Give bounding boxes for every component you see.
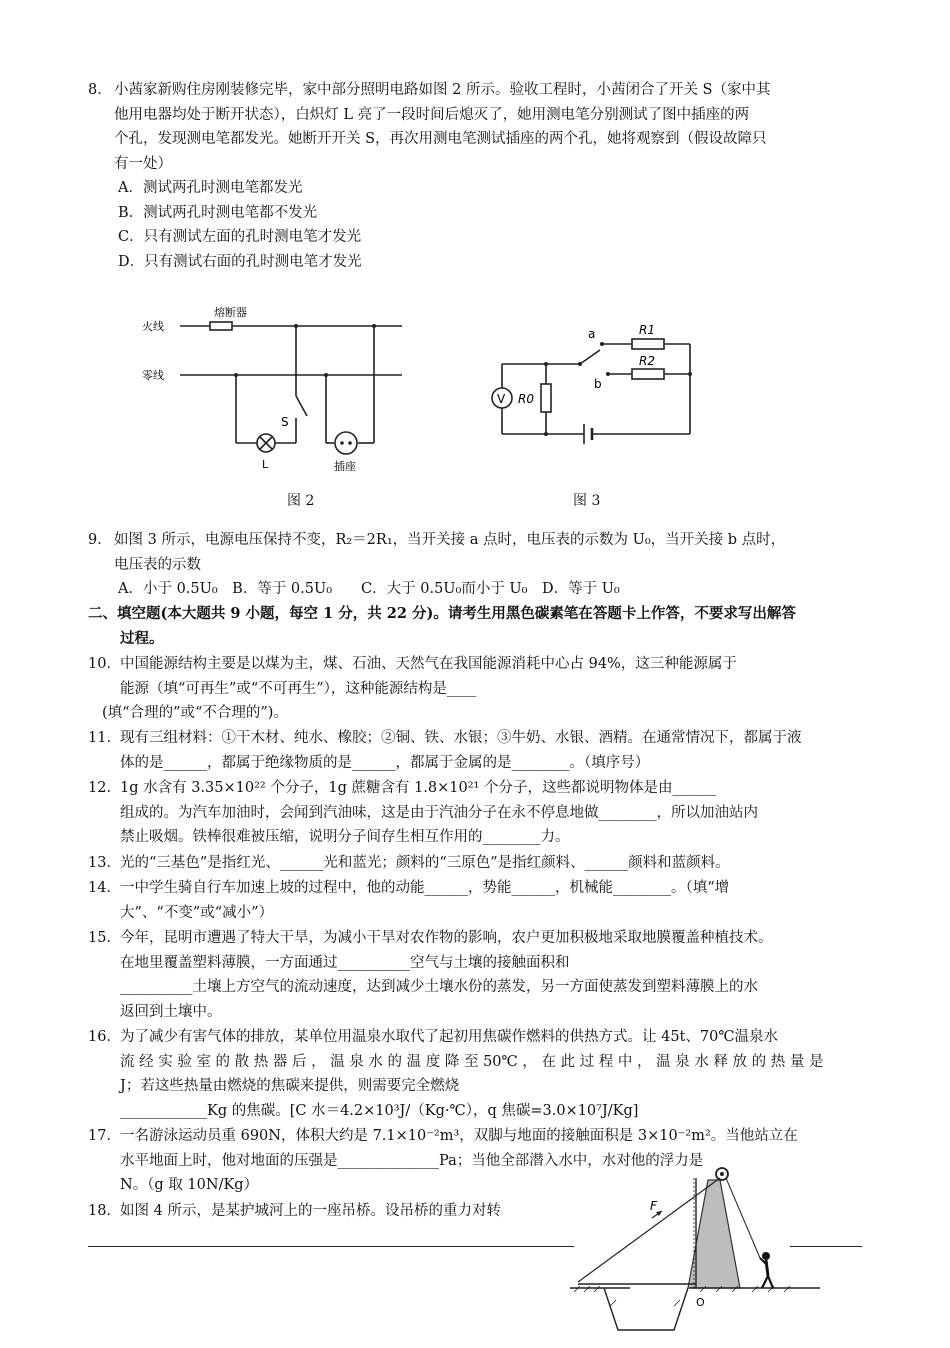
r2-label: R2 (639, 354, 655, 368)
question-number: 15． (88, 930, 121, 946)
question-number: 17． (88, 1128, 121, 1144)
question-text-line: 电压表的示数 (114, 556, 201, 573)
question-text-line: 为了减少有害气体的排放，某单位用温泉水取代了起初用焦碳作燃料的供热方式。让 45t、70℃温泉水 (120, 1029, 779, 1045)
question-text-line: 体的是______，都属于绝缘物质的是______，都属于金属的是________。（填序号） (120, 754, 650, 771)
point-a-label: a (588, 327, 596, 341)
pivot-label: O (696, 1296, 705, 1309)
question-9 (88, 528, 868, 602)
neutral-wire-label: 零线 (142, 369, 164, 382)
question-text-line: 返回到土壤中。 (120, 1003, 222, 1020)
question-text-line: 在地里覆盖塑料薄膜，一方面通过__________空气与土壤的接触面积和 (120, 954, 570, 971)
question-10 (88, 652, 868, 726)
lamp-label: L (262, 458, 269, 471)
question-text-line: 流 经 实 验 室 的 散 热 器 后 ， 温 泉 水 的 温 度 降 至 50℃ ， 在 此 过 程 中 ， 温 泉 水 释 放 的 热 量 是 (120, 1053, 824, 1070)
question-text-line: 如图 3 所示，电源电压保持不变，R₂＝2R₁，当开关接 a 点时，电压表的示数为 U₀，当开关接 b 点时， (114, 532, 786, 548)
option-a: A．测试两孔时测电笔都发光 (118, 180, 303, 196)
question-number: 12． (88, 780, 121, 796)
figure-2-circuit (130, 298, 410, 478)
switch-blade (296, 396, 307, 416)
figure-4-drawbridge (570, 1160, 820, 1344)
figure-3-circuit (480, 316, 700, 450)
section-2-heading (88, 602, 868, 651)
r0-label: R0 (518, 392, 534, 406)
question-number: 16． (88, 1029, 121, 1045)
question-text-line: 小茜家新购住房刚装修完毕，家中部分照明电路如图 2 所示。验收工程时，小茜闭合了开关 S（家中其 (114, 82, 771, 98)
figure-2-caption: 图 2 (287, 493, 315, 509)
question-text-line: 他用电器均处于断开状态），白炽灯 L 亮了一段时间后熄灭了，她用测电笔分别测试了图中插座的两 (114, 106, 750, 123)
question-16 (88, 1025, 868, 1123)
question-text-line: 组成的。为汽车加油时，会闻到汽油味，这是由于汽油分子在永不停息地做________，所以加油站内 (120, 804, 758, 821)
question-text-line: 水平地面上时，他对地面的压强是______________Pa；当他全部潜入水中，水对他的浮力是 (120, 1152, 704, 1169)
question-number: 10． (88, 656, 121, 672)
switch-blade (580, 350, 600, 364)
force-label: F (650, 1199, 657, 1213)
r2-symbol (632, 369, 664, 379)
question-11 (88, 726, 868, 775)
question-text-line: 今年，昆明市遭遇了特大干旱，为减小干旱对农作物的影响，农户更加积极地采取地膜覆盖种植技术。 (120, 930, 773, 946)
option-c: C．只有测试左面的孔时测电笔才发光 (118, 229, 362, 245)
fuse-label: 熔断器 (214, 306, 247, 319)
question-text-line: ____________Kg 的焦碳。[C 水＝4.2×10³J/（Kg·℃），q 焦碳=3.0×10⁷J/Kg] (120, 1102, 639, 1119)
man-head (762, 1252, 770, 1260)
point-b-label: b (594, 377, 602, 391)
r1-label: R1 (639, 323, 655, 337)
question-number: 18． (88, 1203, 121, 1219)
question-text-line: 有一处） (114, 155, 172, 172)
question-text-line: 大”、“不变”或“减小”） (120, 904, 274, 921)
question-text-line: N。（g 取 10N/Kg） (120, 1177, 259, 1193)
question-number: 9． (88, 532, 112, 548)
fuse-symbol (210, 322, 232, 330)
figure-3-caption: 图 3 (573, 493, 601, 509)
option-b: B．测试两孔时测电笔都不发光 (118, 204, 318, 221)
question-number: 11． (88, 730, 121, 746)
question-text-line: __________土壤上方空气的流动速度，达到减少土壤水份的蒸发，另一方面使蒸发到塑料薄膜上的水 (120, 979, 758, 995)
r0-symbol (541, 384, 551, 412)
section-heading-line: 过程。 (120, 629, 164, 647)
r1-symbol (632, 339, 664, 349)
question-text-line: 光的“三基色”是指红光、______光和蓝光；颜料的“三原色”是指红颜料、______颜料和蓝颜料。 (120, 855, 730, 871)
socket-symbol (335, 432, 357, 454)
question-text-line: 一中学生骑自行车加速上坡的过程中，他的动能______，势能______，机械能________。（填“增 (120, 880, 730, 896)
socket-label: 插座 (334, 460, 356, 473)
switch-label: S (281, 415, 289, 429)
question-number: 14． (88, 880, 121, 896)
answer-line (88, 1246, 574, 1247)
question-text-line: 1g 水含有 3.35×10²² 个分子，1g 蔗糖含有 1.8×10²¹ 个分子，这些都说明物体是由______ (120, 780, 716, 796)
question-text-line: 中国能源结构主要是以煤为主，煤、石油、天然气在我国能源消耗中心占 94%，这三种能源属于 (120, 656, 737, 672)
question-text-line: 禁止吸烟。铁棒很难被压缩，说明分子间存生相互作用的________力。 (120, 829, 570, 845)
question-text-line: 如图 4 所示，是某护城河上的一座吊桥。设吊桥的重力对转 (120, 1203, 501, 1219)
question-text-line: 一名游泳运动员重 690N，体积大约是 7.1×10⁻²m³，双脚与地面的接触面积是 3×10⁻²m²。当他站立在 (120, 1128, 798, 1144)
live-wire-label: 火线 (142, 320, 164, 333)
question-text-line: 现有三组材料：①干木材、纯水、橡胶；②铜、铁、水银；③牛奶、水银、酒精。在通常情况下，都属于液 (120, 730, 802, 746)
question-number: 13． (88, 855, 121, 871)
question-12 (88, 776, 868, 850)
question-15 (88, 926, 868, 1024)
question-8 (88, 78, 868, 274)
voltmeter-label: V (497, 392, 506, 406)
question-text-line: 个孔，发现测电笔都发光。她断开开关 S，再次用测电笔测试插座的两个孔，她将观察到（假设故障只 (114, 131, 767, 147)
options-line: A．小于 0.5U₀ B．等于 0.5U₀ C．大于 0.5U₀而小于 U₀ D．等于 U₀ (118, 581, 620, 597)
option-d: D．只有测试右面的孔时测电笔才发光 (118, 253, 362, 270)
question-14 (88, 876, 868, 925)
question-text-line: J；若这些热量由燃烧的焦碳来提供，则需要完全燃烧 (120, 1078, 460, 1094)
question-13 (88, 851, 868, 876)
question-text-line: 能源（填“可再生”或“不可再生”），这种能源结构是____ (120, 680, 476, 697)
question-text-line: (填“合理的”或“不合理的”)。 (102, 705, 288, 721)
question-18 (88, 1199, 558, 1224)
section-heading-line: 二、填空题(本大题共 9 小题，每空 1 分，共 22 分)。请考生用黑色碳素笔在答题卡上作答，不要求写出解答 (88, 605, 796, 622)
question-number: 8． (88, 82, 112, 98)
